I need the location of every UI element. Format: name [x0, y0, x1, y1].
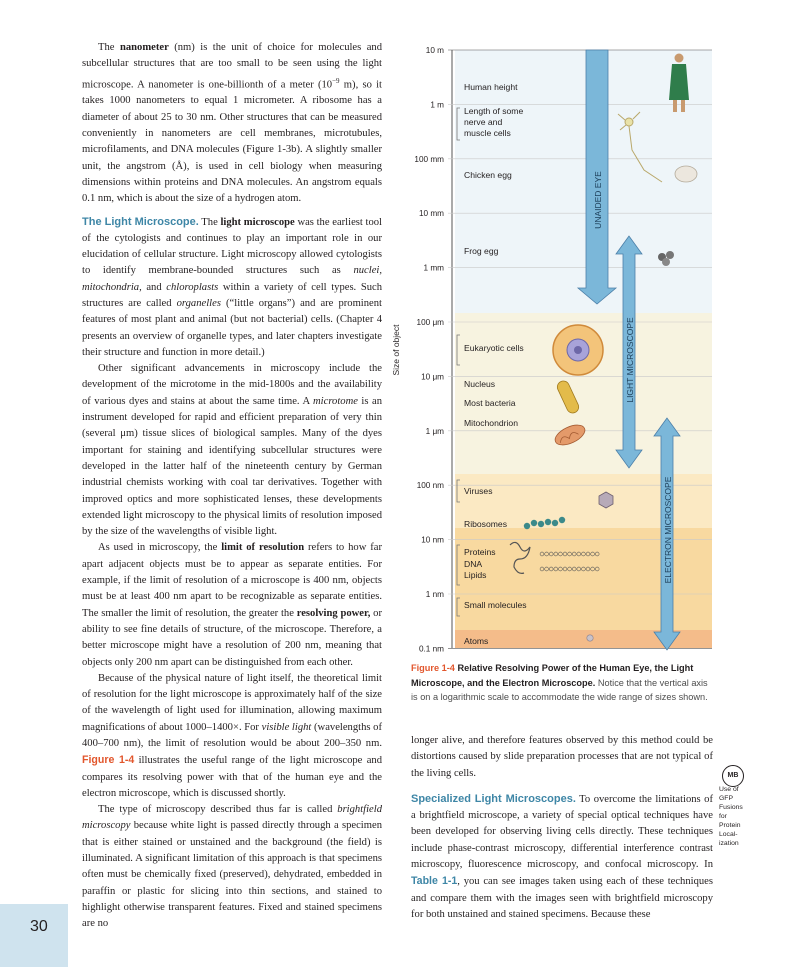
object-label: Mitochondrion [464, 418, 518, 428]
scale-tick-label: 100 nm [416, 481, 444, 491]
margin-note: Use of GFP Fusions for Protein Local- ization [719, 786, 743, 847]
table-reference-link[interactable]: Table 1-1 [411, 875, 458, 888]
paragraph-theoretical-limit: Because of the physical nature of light itself, the theoretical limit of resolution for the light microscope is approximately half of the size of the wavelength of light used for illumination, allowing maximum magnifications of about 1000–1400×. For visible light (wavelengths of 400–700 nm), the limit of resolution would be about 200–350 nm. Figure 1-4 illustrates the useful range of the light microscope and compares its resolving power with that of the human eye and the electron microscope, which is discussed shortly. [82, 672, 382, 799]
virus-icon [599, 492, 613, 508]
scale-tick-label: 1 nm [425, 590, 444, 599]
object-label: Small molecules [464, 600, 527, 610]
atom-icon [587, 635, 593, 641]
scale-tick-label: 1 m [430, 100, 444, 110]
section-heading-light-microscope: The Light Microscope. [82, 215, 199, 228]
label-electron-microscope: ELECTRON MICROSCOPE [663, 476, 673, 584]
scale-tick-label: 10 m [425, 46, 444, 55]
scale-tick-label: 10 mm [418, 209, 444, 219]
y-axis-label: Size of object [391, 324, 401, 376]
object-label: Nucleus [464, 379, 496, 389]
caption-label: Figure 1-4 [411, 663, 455, 673]
object-label: Ribosomes [464, 519, 507, 529]
object-label: Length of some [464, 106, 524, 116]
page-number: 30 [30, 918, 48, 935]
band-molecules [455, 528, 712, 630]
object-label: Proteins [464, 547, 496, 557]
paragraph-brightfield: The type of microscopy described thus far is called brightfield microscopy because white light is passed directly through a specimen that is either stained or unstained and the background (the field) is illuminated. A significant limitation of this approach is that specimens often must be chemically fixed (preserved), dehydrated, embedded in paraffin or plastic for slicing into thin sections, and stained to highlight otherwise transparent features. Fixed and stained specimens are no [82, 804, 382, 930]
object-label: Chicken egg [464, 170, 512, 180]
scale-tick-label: 10 nm [421, 535, 444, 545]
label-unaided-eye: UNAIDED EYE [593, 171, 603, 229]
object-label: Atoms [464, 636, 489, 646]
object-label: Eukaryotic cells [464, 343, 524, 353]
figure-resolving-power [382, 40, 714, 658]
paragraph-continuation: longer alive, and therefore features observed by this method could be distortions caused by slide preparation processes that are not typical of the living cells. [411, 735, 713, 779]
object-label: Most bacteria [464, 398, 516, 408]
figure-reference-link[interactable]: Figure 1-4 [82, 754, 135, 767]
chicken-egg-icon [675, 166, 697, 182]
scale-tick-label: 1 mm [423, 263, 444, 273]
caption-title: Relative Resolving Power of the Human Eye, the Light Microscope, and the Electron Microscope. [411, 663, 694, 688]
mastering-biology-badge[interactable]: MB [722, 765, 744, 787]
paragraph-nanometer: The nanometer (nm) is the unit of choice for molecules and subcellular structures that are too small to be seen using the light microscope. A nanometer is one-billionth of a meter ($10^{-9}$ m), so it takes 1000 nanometers to equal 1 micrometer. A ribosome has a diameter of about 25 to 30 nm. Other structures that can be measured conveniently in nanometers are cell membranes, microtubules, microfilaments, and DNA molecules (Figure 1-3b). A slightly smaller unit, the angstrom (Å), is used in cell biology when measuring dimensions within proteins and DNA molecules. An angstrom equals 0.1 nm, which is about the size of a hydrogen atom. [82, 42, 383, 205]
scale-tick-label: 0.1 nm [418, 644, 444, 654]
paragraph-limit-of-resolution: As used in microscopy, the limit of resolution refers to how far apart adjacent objects must be to appear as separate entities. For example, if the limit of resolution of a microscope is 400 nm, objects must be at least 400 nm apart to be recognizable as separate entities. The smaller the limit of resolution, the greater the resolving power, or ability to see fine details of structure, of the microscope. Therefore, a better microscope might have a resolution of 200 nm, meaning that objects only 200 nm apart can be distinguished from each other. [82, 542, 382, 668]
object-label: DNA [464, 559, 483, 569]
object-label: Lipids [464, 570, 487, 580]
caption-note: Notice that the vertical axis is on a logarithmic scale to accommodate the wide range of sizes shown. [411, 677, 708, 702]
section-heading-specialized: Specialized Light Microscopes. [411, 792, 576, 805]
paragraph-light-microscope: The Light Microscope. The light microscope was the earliest tool of the cytologists and continues to play an important role in our elucidation of cellular structure. Light microscopy allowed cytologists to identify membrane-bounded structures such as nuclei, mitochondria, and chloroplasts within a variety of cell types. Such structures are called organelles (“little organs”) and are prominent features of most plant and animal (but not bacterial) cells. (Chapter 4 presents an overview of organelle types, and later chapters investigate their structure and function in more detail.) [82, 215, 383, 358]
scale-tick-label: 10 μm [421, 372, 444, 382]
object-label: Human height [464, 82, 518, 92]
label-light-microscope: LIGHT MICROSCOPE [625, 317, 635, 403]
eukaryotic-cell-icon [553, 325, 603, 375]
scale-tick-label: 100 mm [414, 154, 444, 164]
scale-tick-label: 1 μm [425, 426, 444, 436]
object-label: Viruses [464, 486, 493, 496]
figure-caption [411, 661, 713, 705]
left-text-column [82, 40, 382, 933]
paragraph-specialized-microscopes: Specialized Light Microscopes. To overcome the limitations of a brightfield microscope, a variety of special optical techniques have been developed for observing living cells directly. These techniques include phase-contrast microscopy, differential interference contrast microscopy, fluorescence microscopy, and confocal microscopy. In Table 1-1, you can see images taken using each of these techniques and compare them with the images seen with brightfield microscopy for both unstained and stained specimens. Because these [411, 792, 713, 920]
paragraph-microtome: Other significant advancements in microscopy include the development of the microtome in the mid-1800s and the availability of various dyes and stains at about the same time. A microtome is an instrument developed for rapid and efficient preparation of very thin (several μm) tissue slices of biological samples. Many of the dyes important for staining and identifying subcellular structures were developed in the latter half of the nineteenth century by German industrial chemists working with coal tar derivatives. Together with improved optics and more sophisticated lenses, these developments extended light microscopy to the physical limits of resolution imposed by the size of the wavelengths of visible light. [82, 363, 382, 538]
scale-tick-label: 100 μm [416, 318, 444, 327]
object-label: Frog egg [464, 246, 499, 256]
right-text-column [411, 733, 713, 923]
object-label: muscle cells [464, 128, 511, 138]
object-label: nerve and [464, 117, 503, 127]
